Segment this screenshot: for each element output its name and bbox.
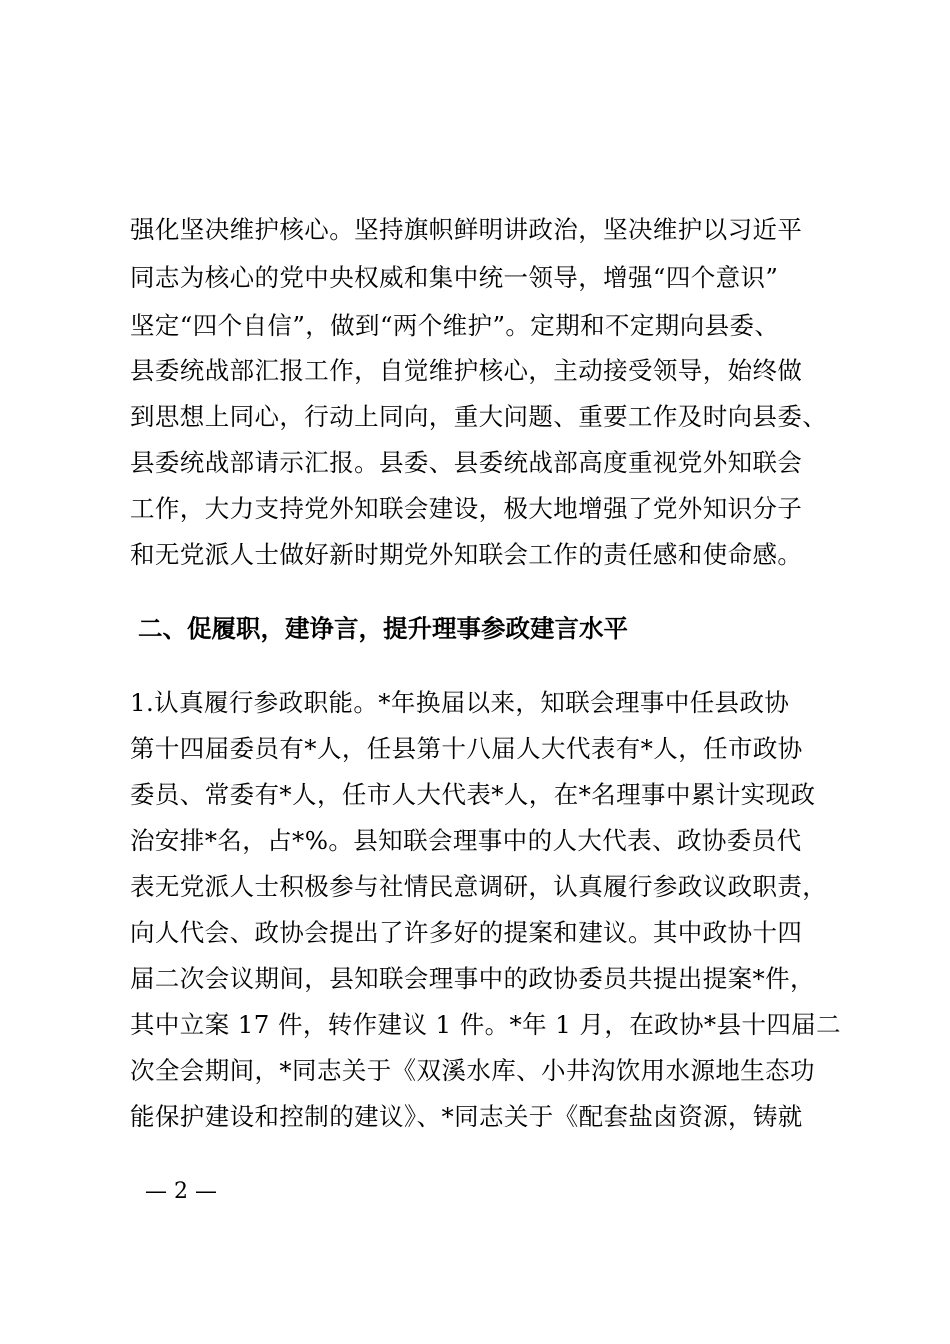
paragraph-line: 表无党派人士积极参与社情民意调研，认真履行参政议政职责， (130, 872, 828, 901)
paragraph-line: 工作，大力支持党外知联会建设，极大地增强了党外知识分子 (130, 494, 803, 523)
section-heading: 二、促履职，建诤言，提升理事参政建言水平 (138, 614, 628, 643)
paragraph-line: 委员、常委有*人，任市人大代表*人，在*名理事中累计实现政 (130, 780, 816, 809)
paragraph-line: 县委统战部请示汇报。县委、县委统战部高度重视党外知联会 (130, 448, 803, 477)
paragraph-line: 1.认真履行参政职能。*年换届以来，知联会理事中任县政协 (130, 688, 790, 717)
paragraph-line: 同志为核心的党中央权威和集中统一领导，增强“四个意识” (130, 263, 779, 292)
paragraph-line: 和无党派人士做好新时期党外知联会工作的责任感和使命感。 (130, 540, 803, 569)
page-number: — 2 — (145, 1179, 217, 1204)
paragraph-line: 向人代会、政协会提出了许多好的提案和建议。其中政协十四 (130, 918, 803, 947)
paragraph-line: 到思想上同心，行动上同向，重大问题、重要工作及时向县委、 (130, 402, 828, 431)
paragraph-line: 坚定“四个自信”，做到“两个维护”。定期和不定期向县委、 (130, 311, 780, 340)
paragraph-line: 能保护建设和控制的建议》、*同志关于《配套盐卤资源，铸就 (130, 1102, 803, 1131)
paragraph-line: 届二次会议期间，县知联会理事中的政协委员共提出提案*件， (130, 964, 815, 993)
paragraph-line: 县委统战部汇报工作，自觉维护核心，主动接受领导，始终做 (130, 356, 803, 385)
paragraph-line: 强化坚决维护核心。坚持旗帜鲜明讲政治，坚决维护以习近平 (130, 215, 803, 244)
paragraph-line: 第十四届委员有*人，任县第十八届人大代表有*人，任市政协 (130, 734, 803, 763)
paragraph-line: 次全会期间，*同志关于《双溪水库、小井沟饮用水源地生态功 (130, 1056, 815, 1085)
paragraph-line: 治安排*名，占*%。县知联会理事中的人大代表、政协委员代 (130, 826, 802, 855)
paragraph-line: 其中立案 17 件，转作建议 1 件。*年 1 月，在政协*县十四届二 (130, 1010, 842, 1039)
